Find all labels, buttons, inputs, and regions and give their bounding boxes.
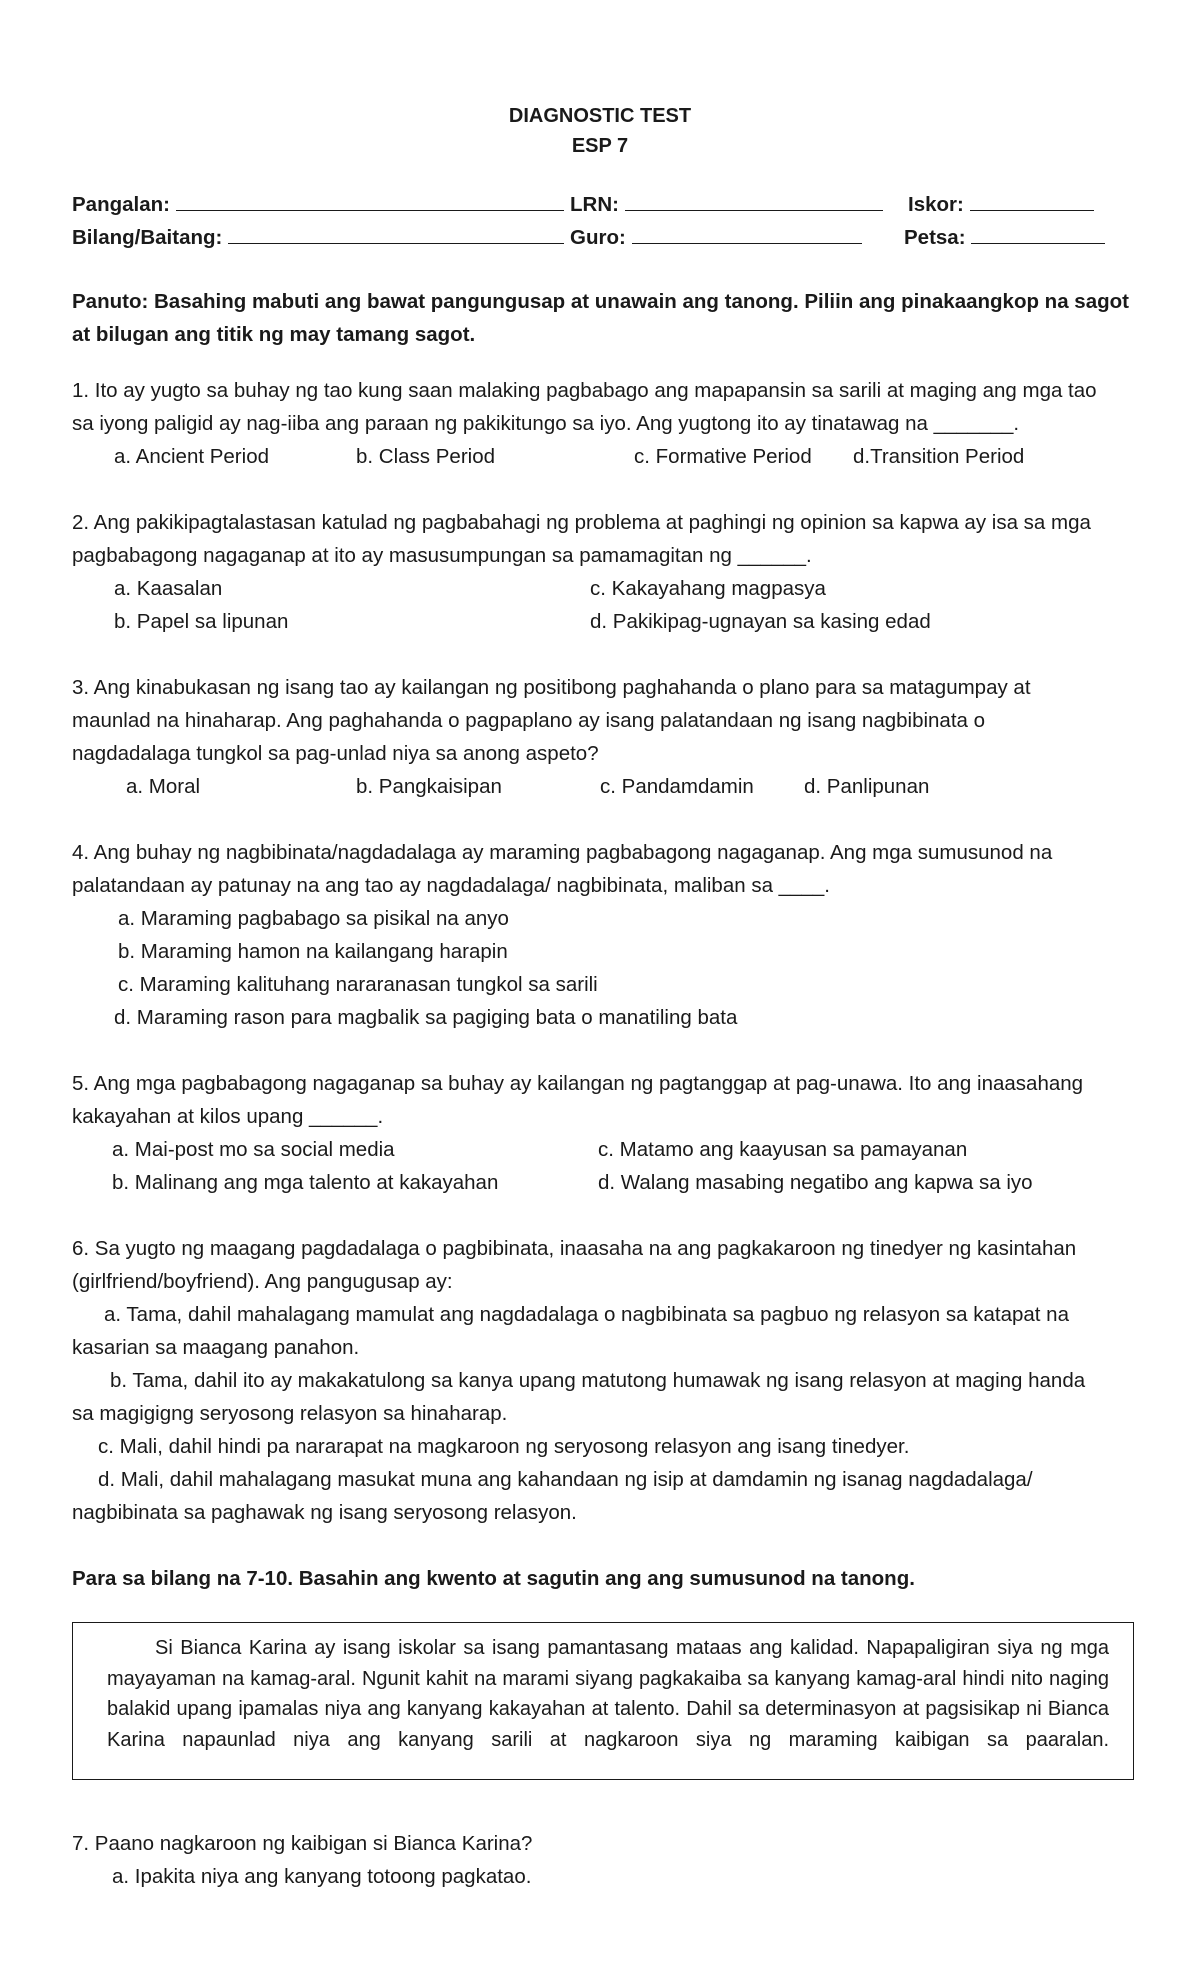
q6-option-c: c. Mali, dahil hindi pa nararapat na magkaroon ng seryosong relasyon ang isang tinedyer.	[98, 1435, 910, 1458]
q2-option-a: a. Kaasalan	[114, 577, 223, 600]
q3-line-2: maunlad na hinaharap. Ang paghahanda o pagpaplano ay isang palatandaan ng isang nagbibinata o	[72, 709, 986, 732]
q6-line-1: 6. Sa yugto ng maagang pagdadalaga o pagbibinata, inaasaha na ang pagkakaroon ng tinedyer ng kasintahan	[72, 1237, 1077, 1260]
q1-option-a: a. Ancient Period	[114, 445, 269, 468]
q6-option-b: b. Tama, dahil ito ay makakatulong sa kanya upang matutong humawak ng isang relasyon at maging handa	[110, 1369, 1086, 1392]
q6-option-a: a. Tama, dahil mahalagang mamulat ang nagdadalaga o nagbibinata sa pagbuo ng relasyon sa katapat na	[104, 1303, 1069, 1326]
score-blank	[970, 192, 1094, 211]
section-instruction: Para sa bilang na 7-10. Basahin ang kwento at sagutin ang ang sumusunod na tanong.	[72, 1567, 915, 1590]
q4-option-c: c. Maraming kalituhang nararanasan tungkol sa sarili	[118, 973, 598, 996]
q5-line-2: kakayahan at kilos upang ______.	[72, 1105, 384, 1128]
q4-line-2: palatandaan ay patunay na ang tao ay nagdadalaga/ nagbibinata, maliban sa ____.	[72, 874, 830, 897]
grade-label: Bilang/Baitang:	[72, 226, 223, 249]
date-label: Petsa:	[904, 226, 966, 249]
q7-text: 7. Paano nagkaroon ng kaibigan si Bianca Karina?	[72, 1832, 533, 1855]
instructions-line-2: at bilugan ang titik ng may tamang sagot.	[72, 323, 476, 346]
q2-option-b: b. Papel sa lipunan	[114, 610, 289, 633]
q2-line-1: 2. Ang pakikipagtalastasan katulad ng pagbabahagi ng problema at paghingi ng opinion sa kapwa ay isa sa mga	[72, 511, 1091, 534]
q3-option-a: a. Moral	[126, 775, 201, 798]
q3-line-3: nagdadalaga tungkol sa pag-unlad niya sa anong aspeto?	[72, 742, 599, 765]
q3-line-1: 3. Ang kinabukasan ng isang tao ay kailangan ng positibong paghahanda o plano para sa matagumpay at	[72, 676, 1031, 699]
test-subject: ESP 7	[571, 135, 629, 157]
q2-option-c: c. Kakayahang magpasya	[590, 577, 826, 600]
instructions-line-1: Panuto: Basahing mabuti ang bawat pangungusap at unawain ang tanong. Piliin ang pinakaangkop na sagot	[72, 290, 1129, 313]
grade-field	[72, 225, 564, 249]
test-title: DIAGNOSTIC TEST	[508, 105, 692, 127]
q1-option-c: c. Formative Period	[634, 445, 812, 468]
q3-option-b: b. Pangkaisipan	[356, 775, 502, 798]
story-box	[72, 1622, 1134, 1780]
q4-option-b: b. Maraming hamon na kailangang harapin	[118, 940, 508, 963]
name-blank	[176, 192, 564, 211]
q4-line-1: 4. Ang buhay ng nagbibinata/nagdadalaga ay maraming pagbabagong nagaganap. Ang mga sumusunod na	[72, 841, 1053, 864]
q5-option-d: d. Walang masabing negatibo ang kapwa sa iyo	[598, 1171, 1033, 1194]
teacher-field	[570, 225, 862, 249]
date-blank	[971, 225, 1105, 244]
q7-option-a: a. Ipakita niya ang kanyang totoong pagkatao.	[112, 1865, 532, 1888]
q6-option-b-cont: sa magigigng seryosong relasyon sa hinaharap.	[72, 1402, 508, 1425]
date-field	[904, 225, 1105, 249]
q4-option-d: d. Maraming rason para magbalik sa pagiging bata o manatiling bata	[114, 1006, 738, 1029]
grade-blank	[228, 225, 564, 244]
lrn-blank	[625, 192, 883, 211]
q5-option-b: b. Malinang ang mga talento at kakayahan	[112, 1171, 499, 1194]
q3-option-c: c. Pandamdamin	[600, 775, 754, 798]
q2-line-2: pagbabagong nagaganap at ito ay masusumpungan sa pamamagitan ng ______.	[72, 544, 812, 567]
q6-option-d: d. Mali, dahil mahalagang masukat muna ang kahandaan ng isip at damdamin ng isanag nagdadalaga/	[98, 1468, 1033, 1491]
q1-line-1: 1. Ito ay yugto sa buhay ng tao kung saan malaking pagbabago ang mapapansin sa sarili at maging ang mga tao	[72, 379, 1097, 402]
q1-option-d: d.Transition Period	[853, 445, 1025, 468]
q6-option-d-cont: nagbibinata sa paghawak ng isang seryosong relasyon.	[72, 1501, 577, 1524]
q6-line-2: (girlfriend/boyfriend). Ang pangugusap ay:	[72, 1270, 453, 1293]
q1-option-b: b. Class Period	[356, 445, 496, 468]
lrn-field	[570, 192, 883, 216]
score-label: Iskor:	[908, 193, 964, 216]
q5-line-1: 5. Ang mga pagbabagong nagaganap sa buhay ay kailangan ng pagtanggap at pag-unawa. Ito ang inaasahang	[72, 1072, 1084, 1095]
q1-line-2: sa iyong paligid ay nag-iiba ang paraan ng pakikitungo sa iyo. Ang yugtong ito ay tinatawag na _______.	[72, 412, 1020, 435]
q3-option-d: d. Panlipunan	[804, 775, 930, 798]
teacher-blank	[632, 225, 862, 244]
score-field	[908, 192, 1094, 216]
q4-option-a: a. Maraming pagbabago sa pisikal na anyo	[118, 907, 509, 930]
lrn-label: LRN:	[570, 193, 619, 216]
name-label: Pangalan:	[72, 193, 170, 216]
name-field	[72, 192, 564, 216]
q6-option-a-cont: kasarian sa maagang panahon.	[72, 1336, 360, 1359]
teacher-label: Guro:	[570, 226, 626, 249]
q2-option-d: d. Pakikipag-ugnayan sa kasing edad	[590, 610, 931, 633]
story-text: Si Bianca Karina ay isang iskolar sa isang pamantasang mataas ang kalidad. Napapaligiran siya ng mga mayayaman na kamag-aral. Ngunit kahit na marami siyang pagkakaiba sa kanyang kamag-aral hindi nito naging balakid upang ipamalas niya ang kanyang kakayahan at talento. Dahil sa determinasyon at pagsisikap ni Bianca Karina napaunlad niya ang kanyang sarili at nagkaroon siya ng maraming kaibigan sa paaralan.	[107, 1637, 1109, 1751]
q5-option-a: a. Mai-post mo sa social media	[112, 1138, 395, 1161]
q5-option-c: c. Matamo ang kaayusan sa pamayanan	[598, 1138, 968, 1161]
